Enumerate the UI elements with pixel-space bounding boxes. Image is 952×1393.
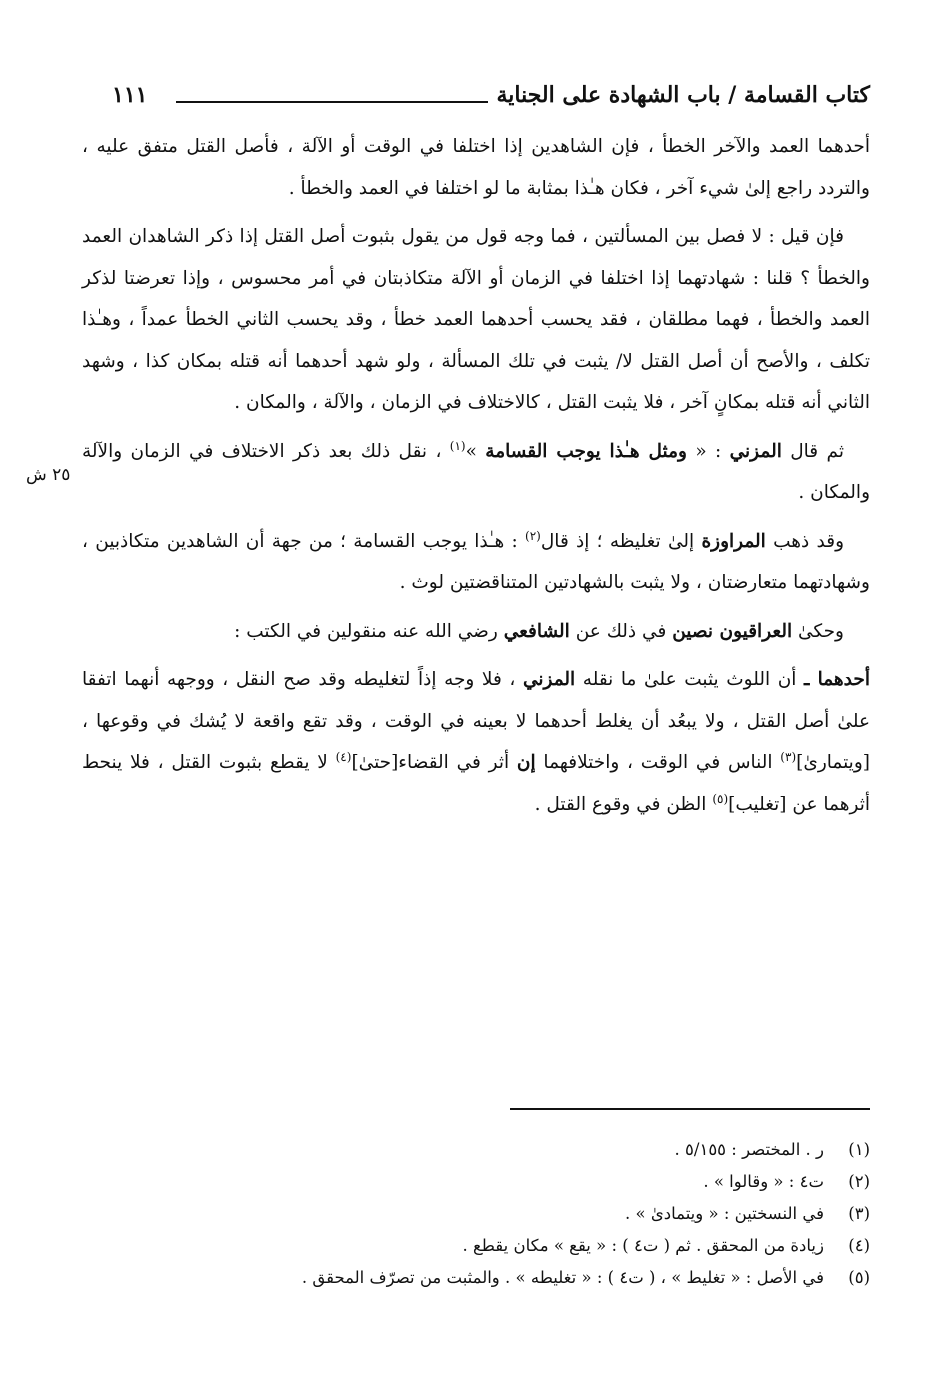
margin-folio-note: ٢٥ ش: [26, 465, 71, 485]
text-run: »: [465, 440, 486, 462]
quoted-text: ومثل هـٰذا يوجب القسامة: [485, 440, 687, 462]
text-run: ، فلا وجه إذاً لتغليطه وقد صح النقل ، ووجهه أنهما اتفقا علىٰ أصل القتل ، ولا يبعُد أن يغلط أحدهما لا بعينه في الوقت ، وقد تقع واقعة لا يُشك في وقوعها ، [ويتمارىٰ]: [82, 669, 870, 773]
footnote-number: (٤): [848, 1236, 870, 1255]
chapter-title: كتاب القسامة / باب الشهادة على الجناية: [496, 82, 870, 108]
running-header: [112, 78, 870, 122]
text-run: أثر في القضاء[حتىٰ]: [351, 752, 517, 773]
paragraph-1: أحدهما العمد والآخر الخطأ ، فإن الشاهدين إذا اختلفا في الوقت أو الآلة ، فأصل القتل متفق عليه ، والتردد راجع إلىٰ شيء آخر ، فكان هـٰذا بمثابة ما لو اختلفا في العمد والخطأ .: [82, 136, 870, 199]
footnote-text: زيادة من المحقق . ثم ( ت٤ ) : « يقع » مكان يقطع .: [462, 1236, 824, 1255]
footnote-2: [82, 1166, 870, 1198]
footnote-text: في الأصل : « تغليط » ، ( ت٤ ) : « تغليطه » . والمثبت من تصرّف المحقق .: [301, 1268, 824, 1287]
footnote-text: ت٤ : « وقالوا » .: [703, 1172, 824, 1191]
paragraph-3: [82, 431, 870, 514]
school-name-marawiza: المراوزة: [701, 530, 766, 552]
footnote-number: (١): [848, 1140, 870, 1159]
text-run: ، نقل ذلك بعد ذكر الاختلاف في الزمان والآلة والمكان .: [82, 440, 870, 503]
footnotes: [82, 1134, 870, 1294]
footnote-5: [82, 1262, 870, 1294]
footnote-ref-2: (٢): [525, 528, 541, 543]
page-number: ١١١: [112, 82, 148, 108]
footnote-ref-3: (٣): [780, 749, 797, 764]
footnote-ref-5: (٥): [712, 791, 729, 806]
author-name-muzani: المزني: [522, 669, 576, 690]
text-run: إلىٰ تغليظه ؛ إذ قال: [540, 530, 702, 552]
text-run: وحكىٰ: [792, 620, 844, 642]
text-run: رضي الله عنه منقولين في الكتب :: [234, 620, 504, 642]
footnote-number: (٥): [848, 1268, 870, 1287]
author-name-muzani: المزني: [729, 440, 782, 462]
footnote-separator: [510, 1108, 870, 1110]
header-rule: [176, 101, 488, 103]
text-run: في ذلك عن: [569, 620, 673, 642]
emphasis-word: إن: [516, 752, 536, 773]
text-run: : هـٰذا يوجب القسامة ؛ من جهة أن الشاهدين متكاذبين ، وشهادتهما متعارضتان ، ولا يثبت بالشهادتين المتناقضتين لوث .: [82, 530, 870, 593]
first-opinion-label: أحدهما ـ: [804, 669, 870, 690]
footnote-text: ر . المختصر : ٥/١٥٥ .: [674, 1140, 824, 1159]
footnote-number: (٣): [848, 1204, 870, 1223]
footnote-3: [82, 1198, 870, 1230]
text-run: : «: [686, 440, 730, 462]
author-name-shafii: الشافعي: [503, 620, 570, 642]
school-name-iraqiyun: العراقيون نصين: [672, 620, 793, 642]
paragraph-6: [82, 659, 870, 825]
footnote-1: [82, 1134, 870, 1166]
footnote-4: [82, 1230, 870, 1262]
text-run: الظن في وقوع القتل .: [534, 793, 713, 815]
main-text: [82, 126, 870, 832]
text-run: وقد ذهب: [765, 530, 845, 552]
footnote-number: (٢): [848, 1172, 870, 1191]
paragraph-5: [82, 611, 870, 653]
text-run: أن اللوث يثبت علىٰ ما نقله: [575, 669, 805, 690]
footnote-ref-1: (١): [449, 438, 466, 453]
text-run: الناس في الوقت ، واختلافهما: [535, 752, 781, 773]
footnote-text: في النسختين : « ويتمادىٰ » .: [625, 1204, 824, 1223]
text-run: ثم قال: [781, 440, 844, 462]
paragraph-2: فإن قيل : لا فصل بين المسألتين ، فما وجه قول من يقول بثبوت أصل القتل إذا ذكر الشاهدان العمد والخطأ ؟ قلنا : شهادتهما إذا اختلفا في الزمان أو الآلة متكاذبتان في أمر محسوس ، وإذا تعرضتا لذكر العمد والخطأ ، فهما مطلقان ، فقد يحسب أحدهما العمد خطأ ، وقد يحسب الثاني الخطأ عمداً ، وهـٰذا تكلف ، والأصح أن أصل القتل لا/ يثبت في تلك المسألة ، ولو شهد أحدهما أنه قتله بمكان كذا ، وشهد الثاني أنه قتله بمكانٍ آخر ، فلا يثبت القتل ، كالاختلاف في الزمان ، والآلة ، والمكان .: [82, 226, 870, 413]
text-run: لا يقطع بثبوت القتل ، فلا ينحط أثرهما عن [تغليب]: [82, 752, 870, 815]
paragraph-4: [82, 521, 870, 604]
footnote-ref-4: (٤): [335, 749, 352, 764]
